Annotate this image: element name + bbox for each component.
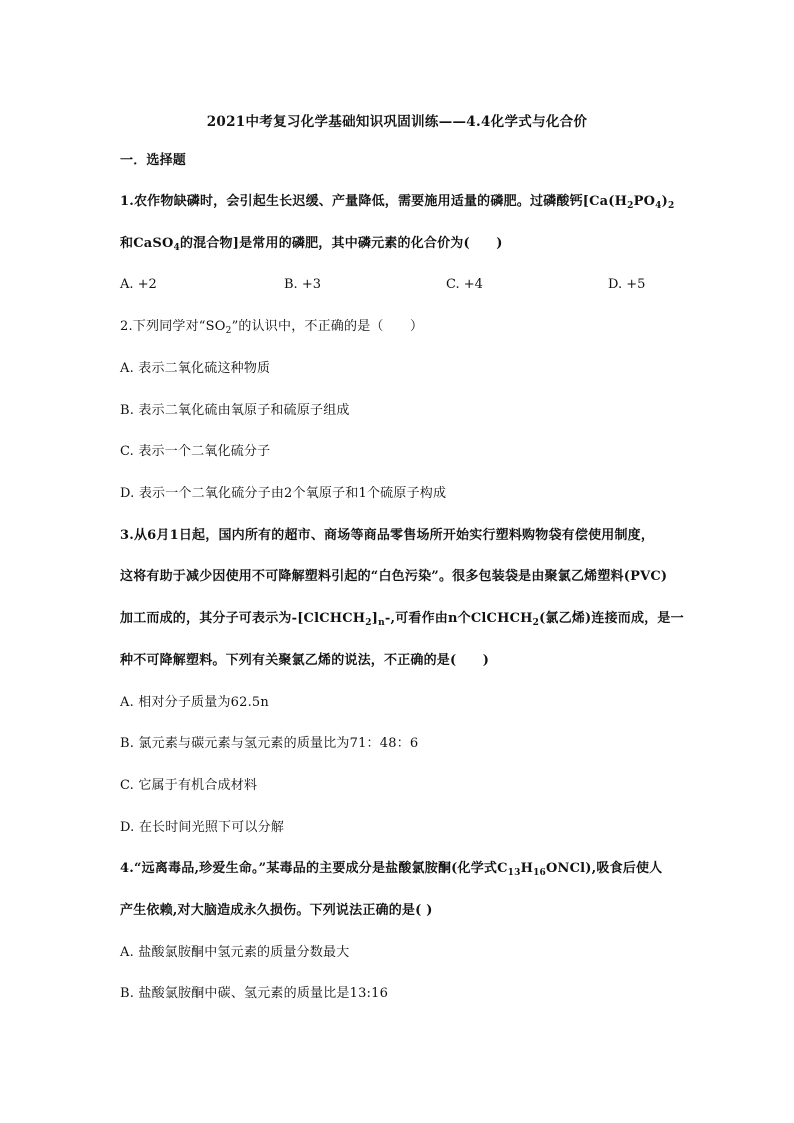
page-title: 2021中考复习化学基础知识巩固训练——4.4化学式与化合价 <box>206 114 588 130</box>
section-heading: 一．选择题 <box>120 153 187 168</box>
q4-option-a: A. 盐酸氯胺酮中氢元素的质量分数最大 <box>120 945 350 960</box>
q3-stem-line1: 3.从6月1日起，国内所有的超市、商场等商品零售场所开始实行塑料购物袋有偿使用制度， <box>120 528 655 543</box>
q1-stem-line1: 1.农作物缺磷时，会引起生长迟缓、产量降低，需要施用适量的磷肥。过磷酸钙[$Ca(H_2PO_4)_2$ <box>120 194 675 211</box>
q4-stem-line2: 产生依赖,对大脑造成永久损伤。下列说法正确的是( ) <box>120 903 433 918</box>
q3-option-d: D. 在长时间光照下可以分解 <box>120 820 285 835</box>
q2-stem: 2.下列同学对“$SO_2$”的认识中，不正确的是（ ） <box>120 319 424 336</box>
q3-stem-line3: 加工而成的，其分子可表示为$-[ClCHCH_2]_n-$,可看作由n个ClCHCH$_2$(氯乙烯)连接而成，是一 <box>120 611 684 628</box>
q1-option-c: C. +4 <box>446 277 483 292</box>
q1-options <box>120 277 680 295</box>
q2-option-a: A. 表示二氧化硫这种物质 <box>120 361 271 376</box>
q4-stem-line1: 4.“远离毒品,珍爱生命。”某毒品的主要成分是盐酸氯胺酮(化学式$C_{13}H_{16}ONCl$),吸食后使人 <box>120 861 663 878</box>
q2-option-c: C. 表示一个二氧化硫分子 <box>120 444 271 459</box>
q3-option-c: C. 它属于有机合成材料 <box>120 778 258 793</box>
q3-option-b: B. 氯元素与碳元素与氢元素的质量比为71：48：6 <box>120 736 419 751</box>
q3-option-a: A. 相对分子质量为62.5n <box>120 695 269 710</box>
q2-option-b: B. 表示二氧化硫由氧原子和硫原子组成 <box>120 403 350 418</box>
q3-stem-line2: 这将有助于减少因使用不可降解塑料引起的“白色污染”。很多包装袋是由聚氯乙烯塑料(PVC) <box>120 569 668 584</box>
q4-option-b: B. 盐酸氯胺酮中碳、氢元素的质量比是13:16 <box>120 986 389 1001</box>
q1-option-d: D. +5 <box>608 277 646 292</box>
q2-option-d: D. 表示一个二氧化硫分子由2个氧原子和1个硫原子构成 <box>120 486 447 501</box>
q1-option-a: A. +2 <box>120 277 157 292</box>
q3-stem-line4: 种不可降解塑料。下列有关聚氯乙烯的说法，不正确的是( ) <box>120 653 490 668</box>
q1-stem-line2: 和CaSO$_4$的混合物]是常用的磷肥，其中磷元素的化合价为( ) <box>120 236 503 253</box>
q1-option-b: B. +3 <box>284 277 321 292</box>
